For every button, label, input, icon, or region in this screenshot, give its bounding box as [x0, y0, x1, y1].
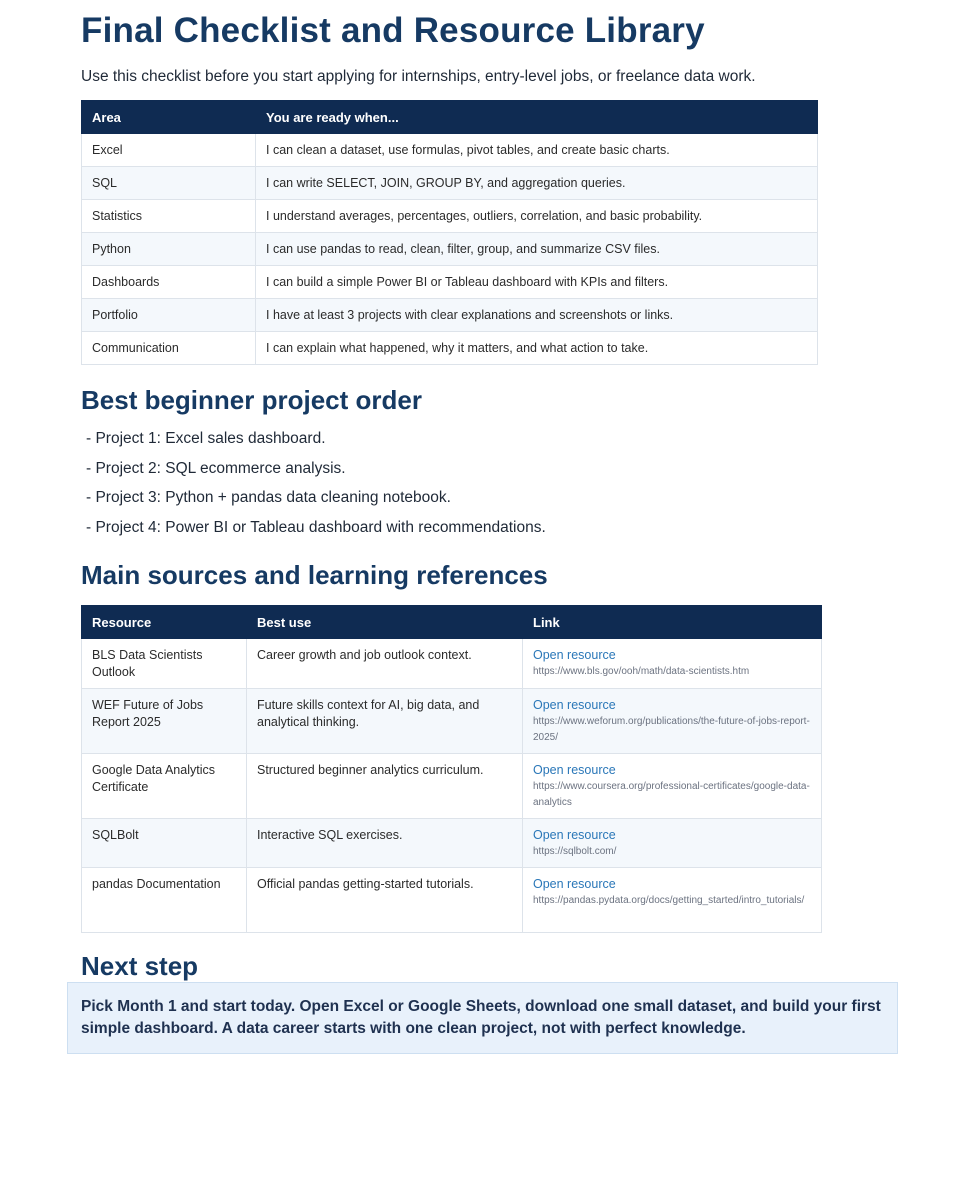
table-row: [82, 134, 818, 167]
ready-cell: I can write SELECT, JOIN, GROUP BY, and aggregation queries.: [256, 167, 818, 200]
column-header-link: Link: [523, 606, 822, 639]
column-header-ready: You are ready when...: [256, 101, 818, 134]
best-use-cell: Interactive SQL exercises.: [247, 819, 523, 868]
area-cell: Python: [82, 233, 256, 266]
best-use-cell: Official pandas getting-started tutorials.: [247, 868, 523, 933]
resource-url[interactable]: https://sqlbolt.com/: [533, 846, 617, 857]
table-row: [82, 332, 818, 365]
next-step-callout: [67, 982, 898, 1054]
resources-header-row: [82, 606, 822, 639]
open-resource-link[interactable]: Open resource: [533, 877, 616, 891]
link-cell: [523, 868, 822, 933]
resource-url[interactable]: https://www.bls.gov/ooh/math/data-scientists.htm: [533, 666, 750, 677]
best-use-cell: Future skills context for AI, big data, and analytical thinking.: [247, 689, 523, 754]
table-row: [82, 200, 818, 233]
link-cell: [523, 754, 822, 819]
list-item: - Project 4: Power BI or Tableau dashboard with recommendations.: [86, 518, 546, 536]
page-title: Final Checklist and Resource Library: [81, 11, 705, 50]
table-row: [82, 233, 818, 266]
list-item: - Project 2: SQL ecommerce analysis.: [86, 459, 346, 477]
project-list: [86, 428, 546, 546]
open-resource-link[interactable]: Open resource: [533, 648, 616, 662]
resource-url[interactable]: https://www.weforum.org/publications/the-future-of-jobs-report-2025/: [533, 716, 810, 743]
best-use-cell: Career growth and job outlook context.: [247, 639, 523, 689]
resource-cell: SQLBolt: [82, 819, 247, 868]
resource-cell: BLS Data Scientists Outlook: [82, 639, 247, 689]
section-heading-resources: Main sources and learning references: [81, 560, 548, 590]
open-resource-link[interactable]: Open resource: [533, 763, 616, 777]
ready-cell: I can explain what happened, why it matters, and what action to take.: [256, 332, 818, 365]
checklist-header-row: [82, 101, 818, 134]
resources-table: [81, 605, 822, 933]
link-cell: [523, 689, 822, 754]
ready-cell: I can build a simple Power BI or Tableau dashboard with KPIs and filters.: [256, 266, 818, 299]
ready-cell: I can clean a dataset, use formulas, pivot tables, and create basic charts.: [256, 134, 818, 167]
area-cell: Communication: [82, 332, 256, 365]
ready-cell: I can use pandas to read, clean, filter, group, and summarize CSV files.: [256, 233, 818, 266]
resource-url[interactable]: https://www.coursera.org/professional-certificates/google-data-analytics: [533, 781, 810, 808]
table-row: [82, 819, 822, 868]
ready-cell: I have at least 3 projects with clear explanations and screenshots or links.: [256, 299, 818, 332]
section-heading-projects: Best beginner project order: [81, 385, 422, 415]
resource-url[interactable]: https://pandas.pydata.org/docs/getting_started/intro_tutorials/: [533, 895, 805, 906]
list-item: - Project 3: Python + pandas data cleaning notebook.: [86, 489, 451, 506]
column-header-resource: Resource: [82, 606, 247, 639]
area-cell: Excel: [82, 134, 256, 167]
table-row: [82, 689, 822, 754]
area-cell: SQL: [82, 167, 256, 200]
ready-cell: I understand averages, percentages, outliers, correlation, and basic probability.: [256, 200, 818, 233]
resource-cell: pandas Documentation: [82, 868, 247, 933]
area-cell: Dashboards: [82, 266, 256, 299]
table-row: [82, 754, 822, 819]
section-heading-next-step: Next step: [81, 951, 199, 981]
column-header-best-use: Best use: [247, 606, 523, 639]
table-row: [82, 868, 822, 933]
area-cell: Portfolio: [82, 299, 256, 332]
table-row: [82, 639, 822, 689]
link-cell: [523, 819, 822, 868]
table-row: [82, 299, 818, 332]
area-cell: Statistics: [82, 200, 256, 233]
next-step-text: Pick Month 1 and start today. Open Excel or Google Sheets, download one small dataset, and build your first simple dashboard. A data career starts with one clean project, not with perfect knowledge.: [81, 998, 881, 1037]
link-cell: [523, 639, 822, 689]
column-header-area: Area: [82, 101, 256, 134]
resource-cell: WEF Future of Jobs Report 2025: [82, 689, 247, 754]
open-resource-link[interactable]: Open resource: [533, 698, 616, 712]
checklist-table: [81, 100, 818, 365]
intro-text: Use this checklist before you start applying for internships, entry-level jobs, or freelance data work.: [81, 68, 756, 85]
best-use-cell: Structured beginner analytics curriculum.: [247, 754, 523, 819]
table-row: [82, 167, 818, 200]
open-resource-link[interactable]: Open resource: [533, 828, 616, 842]
table-row: [82, 266, 818, 299]
list-item: - Project 1: Excel sales dashboard.: [86, 430, 326, 447]
resource-cell: Google Data Analytics Certificate: [82, 754, 247, 819]
